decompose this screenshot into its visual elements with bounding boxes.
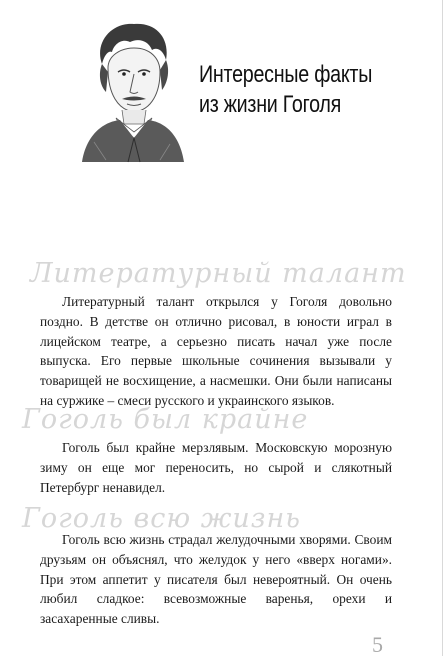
title-line-2: из жизни Гоголя (199, 91, 342, 118)
paragraph-cold-sensitivity: Гоголь был крайне мерзлявым. Московскую морозную зиму он еще мог переносить, но сырой и слякотный Петербург ненавидел. (40, 440, 392, 495)
decorative-script-heading-1: Литературный талант (30, 258, 407, 289)
title-line-1: Интересные факты (199, 61, 373, 88)
decorative-script-heading-3: Гоголь всю жизнь (22, 503, 301, 534)
page-title (199, 60, 373, 120)
paragraph-literary-talent: Литературный талант открылся у Гоголя довольно поздно. В детстве он отлично рисовал, в юности играл в лицейском театре, а серьезно писать начал уже после выпуска. Его первые школьные сочинения вызывали у товарищей не восхищение, а насмешки. Они были написаны на суржике – смеси русского и украинского языков. (40, 294, 392, 408)
gogol-portrait-illustration (72, 12, 190, 164)
decorative-script-heading-2: Гоголь был крайне (22, 404, 309, 435)
paragraph-stomach-ailments: Гоголь всю жизнь страдал желудочными хворями. Своим друзьям он объяснял, что желудок у него «вверх ногами». При этом аппетит у писателя был невероятный. Он очень любил сладкое: всевозможные варенья, орехи и засахаренные сливы. (40, 532, 392, 627)
page-number: 5 (372, 632, 383, 657)
